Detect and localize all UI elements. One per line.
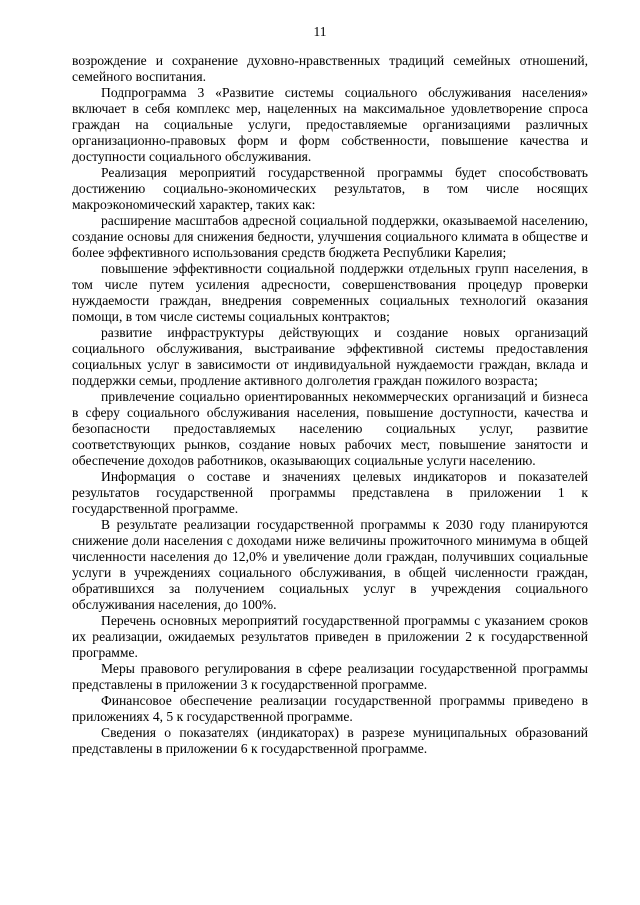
paragraph-measures-list: Перечень основных мероприятий государственной программы с указанием сроков их реализации, ожидаемых результатов приведен в приложении 2 к государственной программе. [72, 613, 588, 660]
paragraph-list-item-efficiency: повышение эффективности социальной поддержки отдельных групп населения, в том числе путем усиления адресности, совершенствования процедур проверки нуждаемости граждан, внедрения современных социальных технологий оказания помощи, в том числе системы социальных контрактов; [72, 261, 588, 324]
paragraph-list-item-infrastructure: развитие инфраструктуры действующих и создание новых организаций социального обслуживания, выстраивание эффективной системы предоставления социальных услуг в зависимости от индивидуальной нуждаемости граждан, вклада и поддержки семьи, продление активного долголетия граждан пожилого возраста; [72, 325, 588, 388]
paragraph-results-intro: Реализация мероприятий государственной программы будет способствовать достижению социально-экономических результатов, в том числе носящих макроэкономический характер, таких как: [72, 165, 588, 212]
paragraph-financing: Финансовое обеспечение реализации государственной программы приведено в приложениях 4, 5 к государственной программе. [72, 693, 588, 724]
paragraph-subprogram-3: Подпрограмма 3 «Развитие системы социального обслуживания населения» включает в себя комплекс мер, нацеленных на максимальное удовлетворение спроса граждан на социальные услуги, предоставляемые организациями различных организационно-правовых форм и форм собственности, повышение качества и доступности социального обслуживания. [72, 85, 588, 164]
paragraph-municipal-indicators: Сведения о показателях (индикаторах) в разрезе муниципальных образований представлены в приложении 6 к государственной программе. [72, 725, 588, 756]
document-body [72, 53, 588, 757]
paragraph-continuation: возрождение и сохранение духовно-нравственных традиций семейных отношений, семейного воспитания. [72, 53, 588, 84]
paragraph-indicators: Информация о составе и значениях целевых индикаторов и показателей результатов государственной программы представлена в приложении 1 к государственной программе. [72, 469, 588, 516]
paragraph-legal-regulation: Меры правового регулирования в сфере реализации государственной программы представлены в приложении 3 к государственной программе. [72, 661, 588, 692]
page-number: 11 [313, 24, 327, 39]
paragraph-expected-results: В результате реализации государственной программы к 2030 году планируются снижение доли населения с доходами ниже величины прожиточного минимума в общей численности населения до 12,0% и увеличение доли граждан, получивших социальные услуги в учреждениях социального обслуживания, в общей численности граждан, обратившихся за получением социальных услуг в учреждения социального обслуживания населения, до 100%. [72, 517, 588, 612]
paragraph-list-item-support: расширение масштабов адресной социальной поддержки, оказываемой населению, создание основы для снижения бедности, улучшения социального климата в обществе и более эффективного использования средств бюджета Республики Карелия; [72, 213, 588, 260]
paragraph-list-item-nko: привлечение социально ориентированных некоммерческих организаций и бизнеса в сферу социального обслуживания населения, повышение доступности, качества и безопасности предоставляемых населению социальных услуг, развитие соответствующих рынков, создание новых рабочих мест, повышение занятости и обеспечение доходов работников, оказывающих социальные услуги населению. [72, 389, 588, 468]
